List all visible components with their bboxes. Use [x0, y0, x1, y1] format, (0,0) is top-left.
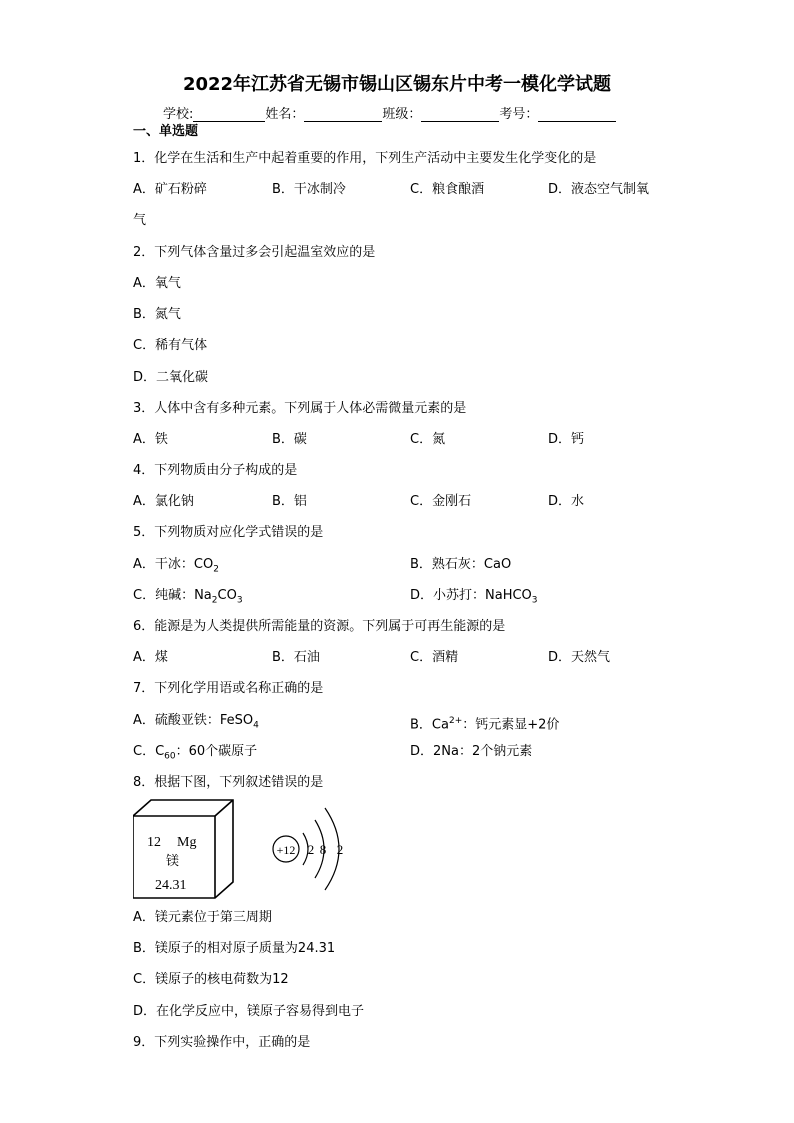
question-7-option-c: C．$C_{60}$：60个碳原子 — [133, 744, 258, 762]
question-2-option-b: B．氮气 — [133, 307, 181, 322]
question-1-stem: 1．化学在生活和生产中起着重要的作用，下列生产活动中主要发生化学变化的是 — [133, 151, 597, 166]
section-heading: 一、单选题 — [133, 124, 199, 139]
question-2-option-d: D．二氧化碳 — [133, 370, 209, 385]
atomic-structure — [273, 808, 343, 890]
question-1-option-d-continued: 气 — [133, 213, 147, 228]
question-4-option-d: D．水 — [548, 494, 585, 509]
question-5-option-a: A．干冰：$CO_2$ — [133, 557, 219, 575]
question-8-option-d: D．在化学反应中，镁原子容易得到电子 — [133, 1004, 365, 1019]
question-9-stem: 9．下列实验操作中，正确的是 — [133, 1035, 311, 1050]
school-blank[interactable] — [193, 108, 265, 122]
question-2-option-c: C．稀有气体 — [133, 338, 208, 353]
question-6-stem: 6．能源是为人类提供所需能量的资源。下列属于可再生能源的是 — [133, 619, 506, 634]
question-6-option-a: A．煤 — [133, 650, 168, 665]
question-5-option-b: B．熟石灰：CaO — [410, 557, 512, 572]
question-5-option-c: C．纯碱：$Na_2CO_3$ — [133, 588, 243, 606]
question-6-option-c: C．酒精 — [410, 650, 459, 665]
question-4-stem: 4．下列物质由分子构成的是 — [133, 463, 298, 478]
question-7-option-d: D．2Na：2个钠元素 — [410, 744, 533, 759]
atomic-mass: 24.31 — [155, 878, 187, 893]
shell-1-electrons: 2 — [307, 842, 315, 857]
question-4-option-b: B．铝 — [272, 494, 307, 509]
question-4-option-c: C．金刚石 — [410, 494, 472, 509]
shell-2-electrons: 8 — [319, 842, 327, 857]
name-blank[interactable] — [304, 108, 382, 122]
shell-3-electrons: 2 — [336, 842, 344, 857]
question-4-option-a: A．氯化钠 — [133, 494, 194, 509]
question-8-stem: 8．根据下图，下列叙述错误的是 — [133, 775, 324, 790]
atomic-number: 12 — [147, 835, 161, 850]
page-title: 2022年江苏省无锡市锡山区锡东片中考一模化学试题 — [182, 74, 612, 95]
question-5-option-d: D．小苏打：NaHCO$_3$ — [410, 588, 538, 606]
element-symbol: Mg — [177, 835, 197, 850]
question-8-option-a: A．镁元素位于第三周期 — [133, 910, 272, 925]
question-5-stem: 5．下列物质对应化学式错误的是 — [133, 525, 324, 540]
question-3-option-d: D．钙 — [548, 432, 585, 447]
question-7-option-a: A．硫酸亚铁：FeSO$_4$ — [133, 713, 259, 731]
question-1-option-b: B．干冰制冷 — [272, 182, 346, 197]
question-3-option-b: B．碳 — [272, 432, 307, 447]
magnesium-diagram — [133, 798, 348, 900]
question-2-stem: 2．下列气体含量过多会引起温室效应的是 — [133, 245, 376, 260]
exam-no-label: 考号： — [499, 107, 539, 122]
school-label: 学校: — [163, 107, 194, 122]
question-6-option-b: B．石油 — [272, 650, 320, 665]
question-8-option-b: B．镁原子的相对原子质量为24.31 — [133, 941, 336, 956]
class-blank[interactable] — [421, 108, 499, 122]
question-2-option-a: A．氧气 — [133, 276, 181, 291]
name-label: 姓名： — [265, 107, 305, 122]
question-8-option-c: C．镁原子的核电荷数为12 — [133, 972, 289, 987]
question-1-option-d: D．液态空气制氧 — [548, 182, 650, 197]
question-7-option-b: B．$Ca^{2+}$：钙元素显+2价 — [410, 716, 560, 733]
question-1-option-a: A．矿石粉碎 — [133, 182, 207, 197]
element-name: 镁 — [166, 854, 180, 869]
periodic-table-cell — [133, 800, 233, 898]
question-3-option-c: C．氮 — [410, 432, 446, 447]
nucleus-charge: +12 — [276, 843, 296, 857]
question-3-stem: 3．人体中含有多种元素。下列属于人体必需微量元素的是 — [133, 401, 467, 416]
question-6-option-d: D．天然气 — [548, 650, 611, 665]
class-label: 班级： — [382, 107, 422, 122]
question-7-stem: 7．下列化学用语或名称正确的是 — [133, 681, 324, 696]
question-1-option-c: C．粮食酿酒 — [410, 182, 485, 197]
exam-no-blank[interactable] — [538, 108, 616, 122]
question-3-option-a: A．铁 — [133, 432, 168, 447]
student-info-line — [163, 103, 616, 122]
